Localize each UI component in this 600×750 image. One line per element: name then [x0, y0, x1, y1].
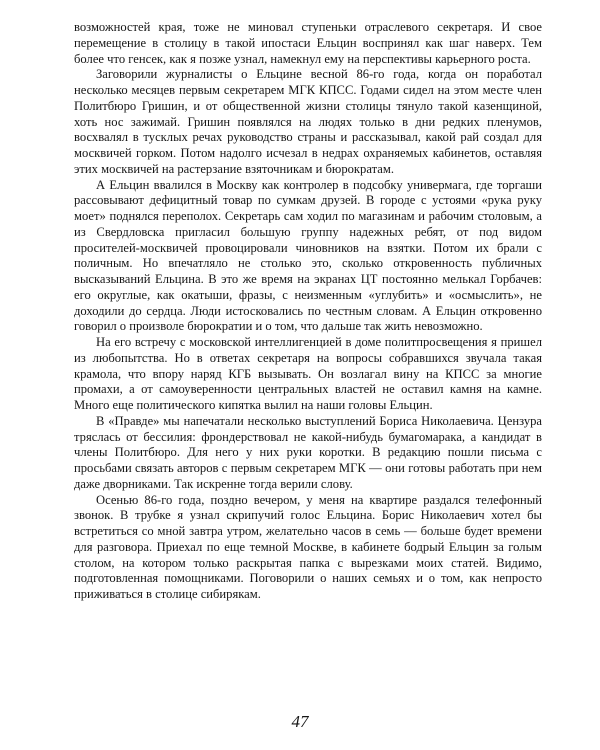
page-body-text — [74, 20, 542, 603]
page-number: 47 — [291, 712, 309, 731]
paragraph-4: На его встречу с московской интеллигенцией в доме политпросвещения я пришел из любопытства. Но в ответах секретаря на вопросы собравшихся звучала такая крамола, что впору наряд КГБ вызывать. Он возлагал вину на КПСС за многие промахи, а от самоуверенности центральных властей не оставил камня на камне. Много еще политического кипятка вылил на наши головы Ельцин. — [74, 335, 542, 412]
paragraph-6: Осенью 86-го года, поздно вечером, у меня на квартире раздался телефонный звонок. В трубке я узнал скрипучий голос Ельцина. Борис Николаевич хотел бы встретиться со мной завтра утром, желательно часов в семь — больше будет времени для разговора. Приехал по еще темной Москве, в кабинете бодрый Ельцин за голым столом, на котором только раскрытая папка с вырезками моих статей. Видимо, подготовленная помощниками. Поговорили о наших семьях и о том, как непросто приживаться в столице сибирякам. — [74, 492, 542, 601]
paragraph-2: Заговорили журналисты о Ельцине весной 86-го года, когда он поработал несколько месяцев первым секретарем МГК КПСС. Годами сидел на этом месте член Политбюро Гришин, и от общественной жизни столицы тянуло такой казенщиной, хоть нос зажимай. Гришин появлялся на людях только в дни редких пленумов, восхвалял в тусклых речах руководство страны и рассказывал, какой рай создал для москвичей горком. Потом надолго исчезал в недрах охраняемых кабинетов, оставляя этих москвичей на растерзание взяточникам и бюрократам. — [74, 67, 542, 176]
paragraph-5: В «Правде» мы напечатали несколько выступлений Бориса Николаевича. Цензура тряслась от бессилия: фрондерствовал не какой-нибудь бумагомарака, а кандидат в члены Политбюро. Для него у них руки коротки. В редакцию пошли письма с просьбами связать авторов с первым секретарем МГК — они готовы работать при нем даже дворниками. Так искренне тогда верили слову. — [74, 413, 542, 491]
paragraph-3: А Ельцин ввалился в Москву как контролер в подсобку универмага, где торгаши рассовывают дефицитный товар по сумкам друзей. В городе с устоями «рука руку моет» поднялся переполох. Секретарь сам ходил по магазинам и рабочим столовым, а из Свердловска пригласил большую группу надежных ребят, от под видом просителей-москвичей провоцировали чиновников на взятки. Потом их брали с поличным. Но впечатляло не столько это, сколько откровенность публичных высказываний Ельцина. В это же время на экранах ЦТ постоянно мелькал Горбачев: его округлые, как окатыши, фразы, с неизменным «углубить» и «осмыслить», не доходили до сердца. Люди истосковались по честным словам. А Ельцин откровенно говорил о произволе бюрократии и о том, что дальше так жить невозможно. — [74, 177, 542, 334]
paragraph-1: возможностей края, тоже не миновал ступеньки отраслевого секретаря. И свое перемещение в столицу в такой ипостаси Ельцин воспринял как шаг наверх. Тем более что генсек, как я позже узнал, намекнул ему на перспективы карьерного роста. — [74, 20, 542, 66]
